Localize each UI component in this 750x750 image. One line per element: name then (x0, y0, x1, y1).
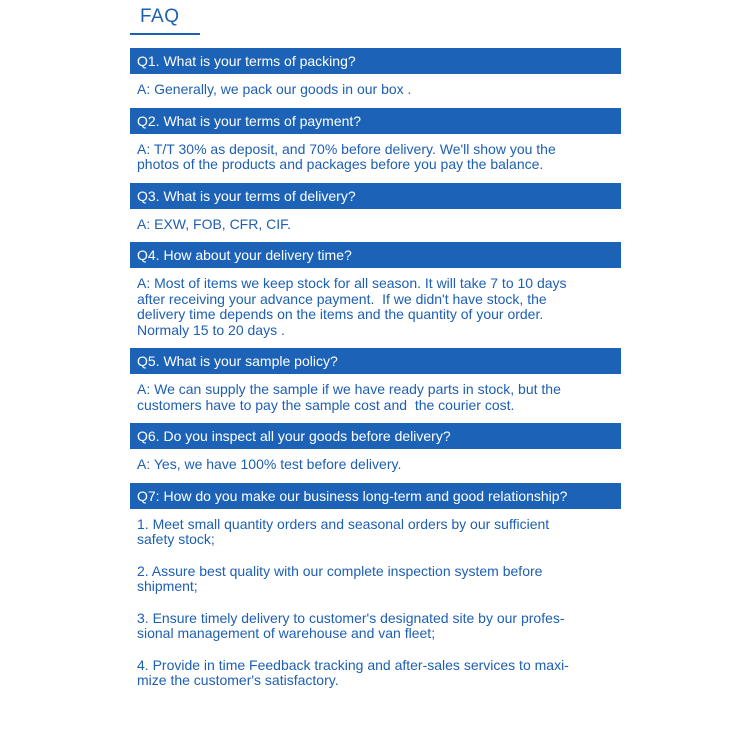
answer-paragraph (137, 658, 614, 689)
faq-answer-1 (130, 74, 621, 108)
faq-question-3: Q3. What is your terms of delivery? (130, 183, 621, 209)
faq-list (130, 48, 621, 699)
answer-paragraph (137, 517, 614, 548)
faq-question-4: Q4. How about your delivery time? (130, 242, 621, 268)
answer-line: A: We can supply the sample if we have ready parts in stock, but the (137, 381, 561, 397)
answer-line: 2. Assure best quality with our complete inspection system before (137, 562, 543, 579)
answer-line: delivery time depends on the items and the quantity of your order. (137, 306, 544, 322)
faq-answer-5 (130, 374, 621, 423)
answer-line: after receiving your advance payment. If we didn't have stock, the (137, 290, 547, 307)
answer-paragraph (137, 611, 614, 642)
faq-question-2: Q2. What is your terms of payment? (130, 108, 621, 134)
answer-line: customers have to pay the sample cost and the courier cost. (137, 396, 515, 413)
faq-question-5: Q5. What is your sample policy? (130, 348, 621, 374)
answer-paragraph (137, 564, 614, 595)
answer-paragraph (137, 457, 614, 473)
answer-paragraph (137, 276, 614, 338)
answer-line: 4. Provide in time Feedback tracking and after-sales services to maxi- (137, 656, 569, 673)
page-title: FAQ (140, 6, 180, 27)
answer-line: 3. Ensure timely delivery to customer's designated site by our profes- (137, 609, 565, 626)
faq-answer-6 (130, 449, 621, 483)
answer-line: A: T/T 30% as deposit, and 70% before delivery. We'll show you the (137, 140, 556, 157)
answer-line: shipment; (137, 578, 198, 594)
faq-answer-3 (130, 209, 621, 243)
answer-paragraph (137, 217, 614, 233)
faq-question-7: Q7: How do you make our business long-term and good relationship? (130, 483, 621, 509)
answer-line: photos of the products and packages before you pay the balance. (137, 156, 544, 172)
answer-line: sional management of warehouse and van fleet; (137, 625, 436, 641)
faq-answer-4 (130, 268, 621, 348)
answer-paragraph (137, 82, 614, 98)
answer-line: A: Most of items we keep stock for all season. It will take 7 to 10 days (137, 275, 567, 291)
title-underline (130, 33, 200, 35)
answer-line: A: Generally, we pack our goods in our box . (137, 81, 412, 97)
faq-answer-7 (130, 509, 621, 699)
answer-line: Normaly 15 to 20 days . (137, 321, 285, 338)
faq-question-1: Q1. What is your terms of packing? (130, 48, 621, 74)
answer-line: 1. Meet small quantity orders and seasonal orders by our sufficient (137, 515, 550, 532)
answer-line: A: EXW, FOB, CFR, CIF. (137, 215, 292, 232)
answer-line: A: Yes, we have 100% test before delivery. (137, 456, 402, 472)
faq-answer-2 (130, 134, 621, 183)
answer-line: safety stock; (137, 531, 215, 547)
faq-question-6: Q6. Do you inspect all your goods before delivery? (130, 423, 621, 449)
answer-paragraph (137, 382, 614, 413)
answer-line: mize the customer's satisfactory. (137, 672, 339, 688)
answer-paragraph (137, 142, 614, 173)
